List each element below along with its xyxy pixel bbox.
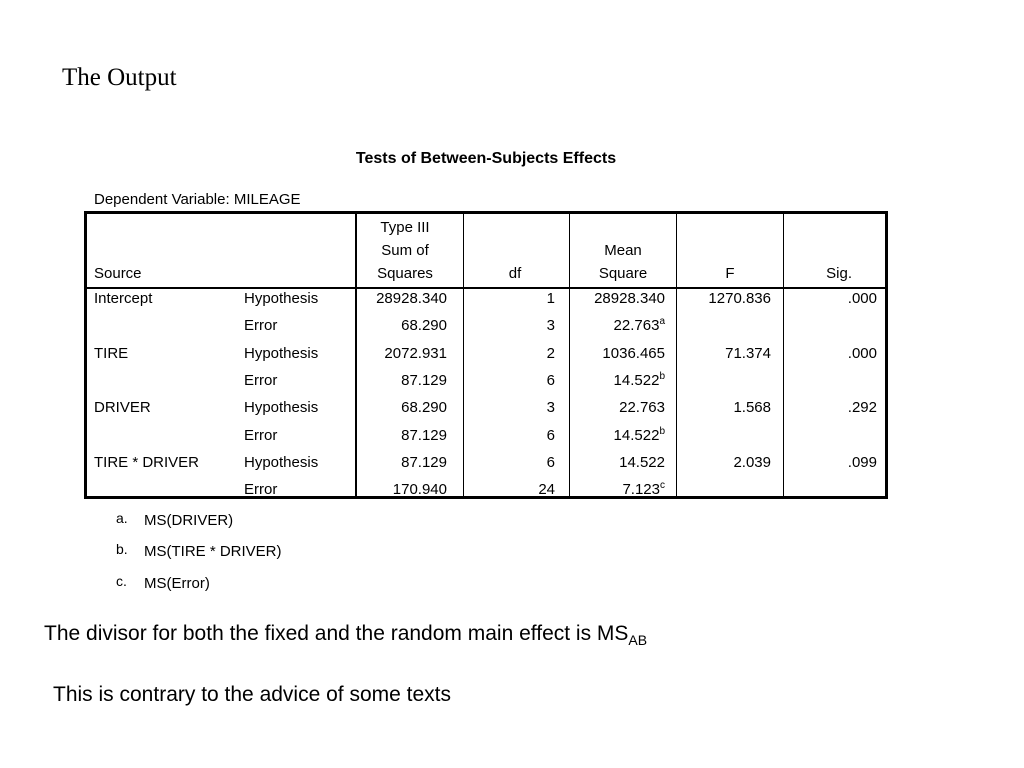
cell-mean-square-value: 1036.465 (602, 344, 665, 362)
cell-df-value: 3 (546, 317, 555, 335)
cell-mean-square-value: 7.123 (622, 481, 660, 499)
cell-term-value: Hypothesis (244, 290, 319, 307)
cell-term (244, 372, 352, 390)
cell-sig-value: .000 (847, 290, 877, 307)
cell-term-value: Error (244, 317, 278, 335)
cell-sum-of-squares (357, 427, 447, 445)
cell-mean-square (571, 399, 665, 417)
cell-mean-square-value: 28928.340 (594, 290, 665, 307)
cell-df-value: 6 (546, 453, 555, 471)
divisor-note (44, 622, 647, 646)
cell-sum-of-squares-value: 68.290 (401, 399, 447, 417)
header-ms-line2: Square (598, 265, 648, 282)
cell-term (244, 481, 352, 499)
footnote-text: MS(Error) (144, 575, 210, 592)
cell-mean-square (571, 481, 665, 499)
cell-source (94, 454, 244, 472)
cell-df (465, 454, 555, 472)
cell-term-value: Error (244, 481, 278, 499)
cell-sig-value: .000 (847, 344, 877, 362)
cell-sig (785, 454, 877, 472)
cell-sum-of-squares (357, 372, 447, 390)
footnote-marker: c (660, 480, 665, 492)
cell-f (678, 345, 771, 363)
contrary-note: This is contrary to the advice of some texts (53, 683, 451, 706)
cell-term-value: Hypothesis (244, 453, 319, 471)
cell-term-value: Hypothesis (244, 399, 319, 417)
divisor-note-text: The divisor for both the fixed and the random main effect is MS (44, 622, 629, 645)
header-ss-line2: Sum of (381, 242, 429, 259)
column-divider (569, 214, 570, 496)
cell-sig (785, 290, 877, 308)
cell-sum-of-squares (357, 290, 447, 308)
cell-source-value: Intercept (94, 290, 153, 307)
cell-mean-square (571, 317, 665, 335)
column-divider (463, 214, 464, 496)
cell-df-value: 6 (546, 426, 555, 444)
header-ss-line3: Squares (377, 265, 433, 282)
header-sig: Sig. (826, 265, 852, 282)
cell-df (465, 481, 555, 499)
cell-df-value: 24 (538, 481, 555, 499)
cell-term-value: Error (244, 371, 278, 389)
cell-df (465, 290, 555, 308)
cell-source-value: TIRE * DRIVER (94, 453, 200, 471)
table-title: Tests of Between-Subjects Effects (355, 150, 617, 167)
cell-sum-of-squares-value: 28928.340 (376, 290, 447, 307)
cell-mean-square-value: 14.522 (613, 371, 660, 389)
cell-f-value: 1.568 (733, 399, 771, 417)
cell-sum-of-squares-value: 87.129 (401, 426, 447, 444)
dependent-variable-label: Dependent Variable: MILEAGE (94, 191, 301, 208)
cell-sum-of-squares-value: 87.129 (401, 453, 447, 471)
cell-mean-square (571, 427, 665, 445)
cell-sig-value: .292 (847, 399, 877, 417)
footnote-letter: c. (116, 573, 127, 589)
cell-df (465, 317, 555, 335)
footnote-text: MS(DRIVER) (144, 512, 234, 529)
header-df: df (508, 265, 522, 282)
footnote-text: MS(TIRE * DRIVER) (144, 543, 282, 560)
cell-mean-square-value: 22.763 (613, 317, 660, 335)
cell-f (678, 290, 771, 308)
cell-mean-square (571, 290, 665, 308)
cell-df-value: 1 (546, 290, 555, 307)
header-ss-line1: Type III (380, 219, 430, 236)
footnote-letter: b. (116, 541, 128, 557)
cell-sig (785, 345, 877, 363)
anova-table (84, 211, 888, 499)
footnote-marker: b (659, 425, 665, 437)
cell-term (244, 317, 352, 335)
cell-df-value: 6 (546, 371, 555, 389)
cell-df (465, 427, 555, 445)
cell-term-value: Error (244, 426, 278, 444)
footnote-letter: a. (116, 510, 128, 526)
cell-df-value: 2 (546, 344, 555, 362)
cell-source-value: DRIVER (94, 399, 151, 417)
header-source: Source (94, 265, 142, 282)
cell-sig-value: .099 (847, 453, 877, 471)
footnote-marker: b (659, 370, 665, 382)
cell-mean-square-value: 22.763 (619, 399, 665, 417)
cell-mean-square (571, 372, 665, 390)
header-f: F (725, 265, 735, 282)
cell-term (244, 427, 352, 445)
cell-f-value: 2.039 (733, 453, 771, 471)
cell-df (465, 372, 555, 390)
cell-sig (785, 399, 877, 417)
footnote-marker: a (659, 316, 665, 328)
cell-sum-of-squares (357, 399, 447, 417)
cell-term (244, 345, 352, 363)
cell-sum-of-squares-value: 2072.931 (384, 344, 447, 362)
cell-sum-of-squares (357, 317, 447, 335)
cell-f (678, 399, 771, 417)
cell-mean-square-value: 14.522 (619, 453, 665, 471)
cell-f-value: 1270.836 (708, 290, 771, 307)
cell-term (244, 290, 352, 308)
cell-sum-of-squares (357, 454, 447, 472)
cell-df (465, 345, 555, 363)
slide-title: The Output (62, 64, 177, 91)
cell-term-value: Hypothesis (244, 344, 319, 362)
header-ms-line1: Mean (604, 242, 642, 259)
cell-mean-square (571, 345, 665, 363)
cell-source (94, 345, 244, 363)
cell-source (94, 399, 244, 417)
cell-mean-square-value: 14.522 (613, 426, 660, 444)
column-divider (783, 214, 784, 496)
cell-df (465, 399, 555, 417)
cell-sum-of-squares-value: 87.129 (401, 371, 447, 389)
cell-term (244, 399, 352, 417)
cell-sum-of-squares-value: 68.290 (401, 317, 447, 335)
cell-mean-square (571, 454, 665, 472)
cell-sum-of-squares (357, 481, 447, 499)
cell-source-value: TIRE (94, 344, 129, 362)
column-divider (676, 214, 677, 496)
cell-sum-of-squares-value: 170.940 (392, 481, 447, 499)
cell-f-value: 71.374 (725, 344, 771, 362)
cell-f (678, 454, 771, 472)
cell-sum-of-squares (357, 345, 447, 363)
header-divider (87, 287, 885, 289)
divisor-note-subscript: AB (628, 632, 648, 648)
cell-term (244, 454, 352, 472)
cell-df-value: 3 (546, 399, 555, 417)
cell-source (94, 290, 244, 308)
